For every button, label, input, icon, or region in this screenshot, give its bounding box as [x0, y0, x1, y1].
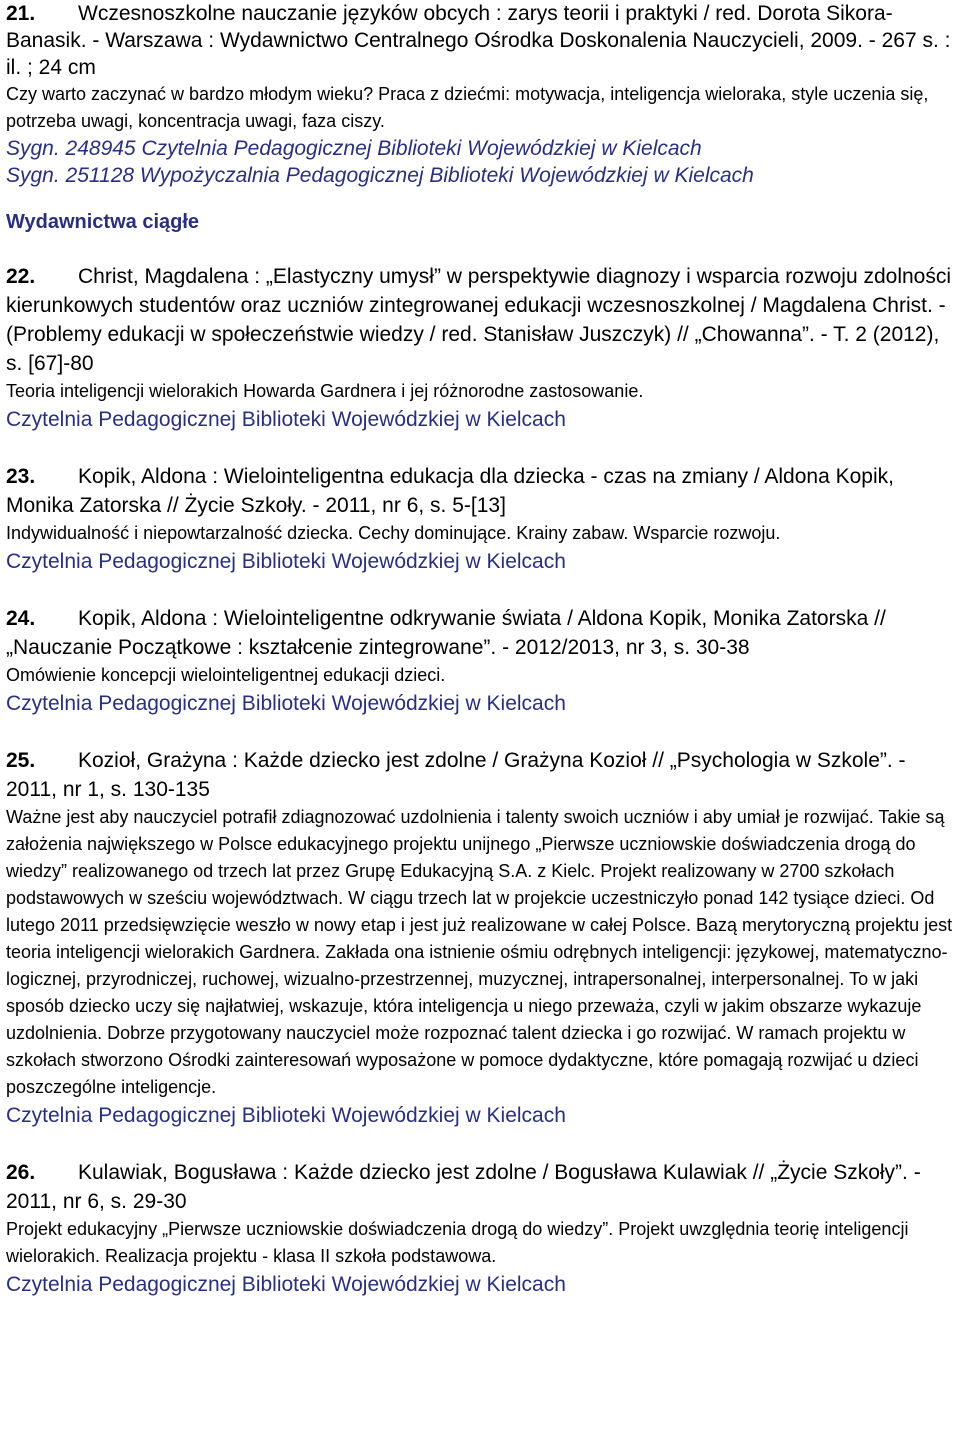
entry-location: Czytelnia Pedagogicznej Biblioteki Wojewódzkiej w Kielcach: [6, 550, 566, 573]
entry-location: Czytelnia Pedagogicznej Biblioteki Wojewódzkiej w Kielcach: [6, 408, 566, 431]
bibliography-entry-24: [6, 604, 954, 718]
entry-title-line: [6, 604, 954, 662]
entry-location: Czytelnia Pedagogicznej Biblioteki Wojewódzkiej w Kielcach: [6, 1104, 566, 1127]
entry-number: 22.: [6, 265, 36, 288]
entry-title-line: [6, 462, 954, 520]
entry-title: Christ, Magdalena : „Elastyczny umysł” w perspektywie diagnozy i wsparcia rozwoju zdolności kierunkowych studentów oraz uczniów zintegrowanej edukacji wczesnoszkolnej / Magdalena Christ. - (Problemy edukacji w społeczeństwie wiedzy / red. Stanisław Juszczyk) // „Chowanna”. - T. 2 (2012), s. [67]-80: [6, 265, 952, 375]
section-heading: Wydawnictwa ciągłe: [6, 211, 200, 233]
entry-signature-2: Sygn. 251128 Wypożyczalnia Pedagogicznej Biblioteki Wojewódzkiej w Kielcach: [6, 164, 754, 187]
bibliography-entry-25: [6, 746, 954, 1130]
bibliography-entry-21: [6, 0, 954, 189]
entry-title-line: [6, 746, 954, 804]
entry-title: Kozioł, Grażyna : Każde dziecko jest zdolne / Grażyna Kozioł // „Psychologia w Szkole”. - 2011, nr 1, s. 130-135: [6, 749, 906, 801]
entry-description: Omówienie koncepcji wielointeligentnej edukacji dzieci.: [6, 665, 446, 685]
entry-number: 26.: [6, 1161, 36, 1184]
entry-number: 24.: [6, 607, 36, 630]
entry-title-line: [6, 262, 954, 378]
entry-description: Teoria inteligencji wielorakich Howarda Gardnera i jej różnorodne zastosowanie.: [6, 381, 644, 401]
entry-title-line: [6, 1158, 954, 1216]
bibliography-entry-22: [6, 262, 954, 434]
entry-location: Czytelnia Pedagogicznej Biblioteki Wojewódzkiej w Kielcach: [6, 1273, 566, 1296]
entry-number: 21.: [6, 2, 36, 25]
entry-title: Wczesnoszkolne nauczanie języków obcych : zarys teorii i praktyki / red. Dorota Sikora-Banasik. - Warszawa : Wydawnictwo Centralnego Ośrodka Doskonalenia Nauczycieli, 2009. - 267 s. : il. ; 24 cm: [6, 2, 951, 79]
entry-signature-1: Sygn. 248945 Czytelnia Pedagogicznej Biblioteki Wojewódzkiej w Kielcach: [6, 137, 702, 160]
entry-title: Kopik, Aldona : Wielointeligentne odkrywanie świata / Aldona Kopik, Monika Zatorska // „Nauczanie Początkowe : kształcenie zintegrowane”. - 2012/2013, nr 3, s. 30-38: [6, 607, 886, 659]
entry-description: Projekt edukacyjny „Pierwsze uczniowskie doświadczenia drogą do wiedzy”. Projekt uwzględnia teorię inteligencji wielorakich. Realizacja projektu - klasa II szkoła podstawowa.: [6, 1219, 909, 1266]
bibliography-entry-23: [6, 462, 954, 576]
entry-number: 25.: [6, 749, 36, 772]
entry-title-line: [6, 0, 954, 81]
entry-description: Indywidualność i niepowtarzalność dziecka. Cechy dominujące. Krainy zabaw. Wsparcie rozwoju.: [6, 523, 781, 543]
entry-location: Czytelnia Pedagogicznej Biblioteki Wojewódzkiej w Kielcach: [6, 692, 566, 715]
entry-description: Ważne jest aby nauczyciel potrafił zdiagnozować uzdolnienia i talenty swoich uczniów i aby umiał je rozwijać. Takie są założenia największego w Polsce edukacyjnego projektu unijnego „Pierwsze uczniowskie doświadczenia drogą do wiedzy” realizowanego od trzech lat przez Grupę Edukacyjną S.A. z Kielc. Projekt realizowany w 2700 szkołach podstawowych w sześciu województwach. W ciągu trzech lat w projekcie uczestniczyło ponad 142 tysiące dzieci. Od lutego 2011 przedsięwzięcie weszło w nowy etap i jest już realizowane w całej Polsce. Bazą merytoryczną projektu jest teoria inteligencji wielorakich Gardnera. Zakłada ona istnienie ośmiu odrębnych inteligencji: językowej, matematyczno-logicznej, przyrodniczej, ruchowej, wizualno-przestrzennej, muzycznej, intrapersonalnej, interpersonalnej. To w jaki sposób dziecko uczy się najłatwiej, wskazuje, która inteligencja u niego przeważa, czyli w jakim obszarze wykazuje uzdolnienia. Dobrze przygotowany nauczyciel może rozpoznać talent dziecka i go rozwijać. W ramach projektu w szkołach stworzono Ośrodki zainteresowań wyposażone w pomoce dydaktyczne, które pomagają rozwijać u dzieci poszczególne inteligencje.: [6, 807, 953, 1097]
bibliography-entry-26: [6, 1158, 954, 1299]
entry-number: 23.: [6, 465, 36, 488]
entry-description: Czy warto zaczynać w bardzo młodym wieku? Praca z dziećmi: motywacja, inteligencja wieloraka, style uczenia się, potrzeba uwagi, koncentracja uwagi, faza ciszy.: [6, 84, 929, 131]
entry-title: Kopik, Aldona : Wielointeligentna edukacja dla dziecka - czas na zmiany / Aldona Kopik, Monika Zatorska // Życie Szkoły. - 2011, nr 6, s. 5-[13]: [6, 465, 894, 517]
entry-title: Kulawiak, Bogusława : Każde dziecko jest zdolne / Bogusława Kulawiak // „Życie Szkoły”. - 2011, nr 6, s. 29-30: [6, 1161, 921, 1213]
